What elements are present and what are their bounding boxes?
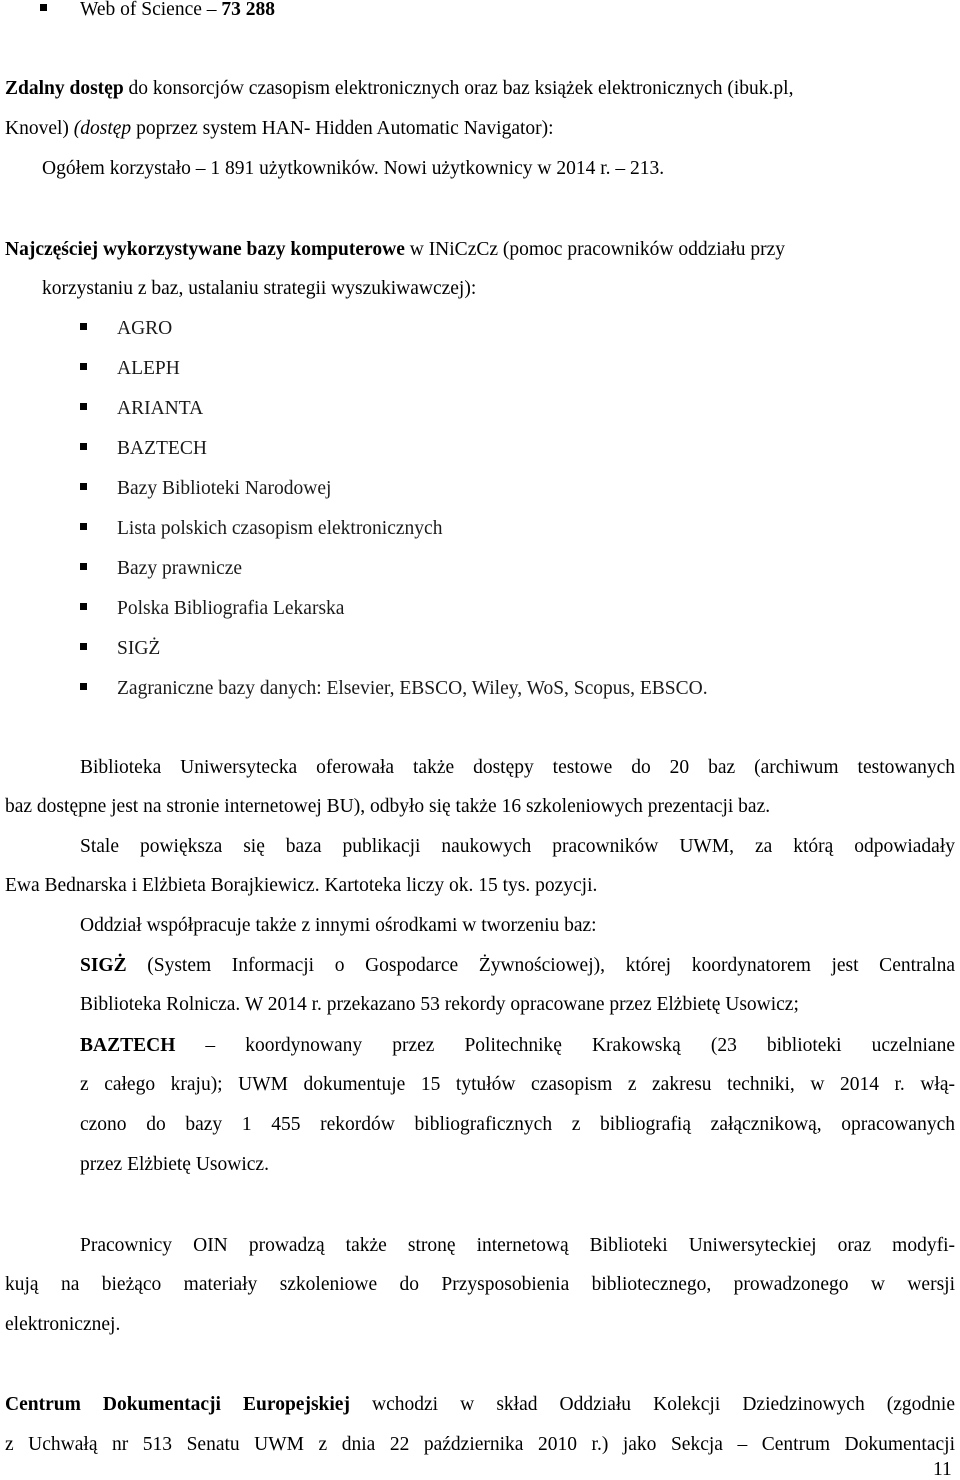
item-label: Web of Science (80, 0, 202, 20)
sigz-line-2: Biblioteka Rolnicza. W 2014 r. przekazano 53 rekordy opracowane przez Elżbietę Usowicz; (80, 994, 799, 1015)
p4-line-3: elektronicznej. (5, 1314, 121, 1335)
databases-lead: Najczęściej wykorzystywane bazy komputerowe (5, 239, 405, 260)
bullet-icon (80, 323, 87, 330)
web-of-science-item (80, 0, 275, 20)
bullet-icon (80, 483, 87, 490)
remote-line-3: Ogółem korzystało – 1 891 użytkowników. Nowi użytkownicy w 2014 r. – 213. (42, 158, 665, 179)
bullet-icon (80, 563, 87, 570)
p2-line-2: Ewa Bednarska i Elżbieta Borajkiewicz. Kartoteka liczy ok. 15 tys. pozycji. (5, 875, 598, 896)
p1-line-2: baz dostępne jest na stronie internetowej BU), odbyło się także 16 szkoleniowych prezentacji baz. (5, 796, 771, 817)
baztech-line-1: BAZTECH – koordynowany przez Politechnikę Krakowską (23 biblioteki uczelniane (80, 1035, 955, 1056)
database-list-item: Zagraniczne bazy danych: Elsevier, EBSCO, Wiley, WoS, Scopus, EBSCO. (117, 678, 708, 699)
p4-line-1: Pracownicy OIN prowadzą także stronę internetową Biblioteki Uniwersyteckiej oraz modyfi- (80, 1235, 955, 1256)
bullet-icon (80, 643, 87, 650)
database-list-item: AGRO (117, 318, 173, 339)
database-list-item: Bazy prawnicze (117, 558, 243, 579)
bullet-icon (80, 443, 87, 450)
database-list-item: SIGŻ (117, 638, 161, 659)
database-list-item: ARIANTA (117, 398, 204, 419)
remote-line-2: Knovel) (dostęp poprzez system HAN- Hidden Automatic Navigator): (5, 118, 554, 139)
database-list-item: Bazy Biblioteki Narodowej (117, 478, 332, 499)
databases-line-2: korzystaniu z baz, ustalaniu strategii wyszukiwawczej): (42, 278, 477, 299)
bullet-icon (80, 683, 87, 690)
item-dash: – (206, 0, 217, 20)
database-list-item: Lista polskich czasopism elektronicznych (117, 518, 443, 539)
cde-line-2: z Uchwałą nr 513 Senatu UWM z dnia 22 października 2010 r.) jako Sekcja – Centrum Dokumentacji (5, 1434, 955, 1455)
bullet-icon (80, 363, 87, 370)
p3-line-1: Oddział współpracuje także z innymi ośrodkami w tworzeniu baz: (80, 915, 597, 936)
baztech-line-2: z całego kraju); UWM dokumentuje 15 tytułów czasopism z zakresu techniki, w 2014 r. włą- (80, 1074, 955, 1095)
page-number: 11 (933, 1459, 952, 1480)
p4-line-2: kują na bieżąco materiały szkoleniowe do Przysposobienia bibliotecznego, prowadzonego w wersji (5, 1274, 955, 1295)
cde-line-1: Centrum Dokumentacji Europejskiej wchodzi w skład Oddziału Kolekcji Dziedzinowych (zgodnie (5, 1394, 955, 1415)
database-list-item: Polska Bibliografia Lekarska (117, 598, 345, 619)
sigz-lead: SIGŻ (80, 955, 127, 976)
p2-line-1: Stale powiększa się baza publikacji naukowych pracowników UWM, za którą odpowiadały (80, 836, 955, 857)
remote-line-1: Zdalny dostęp do konsorcjów czasopism elektronicznych oraz baz książek elektronicznych (ibuk.pl, (5, 78, 794, 99)
item-count: 73 288 (221, 0, 275, 20)
sigz-line-1: SIGŻ (System Informacji o Gospodarce Żywnościowej), której koordynatorem jest Centralna (80, 955, 955, 976)
databases-line-1: Najczęściej wykorzystywane bazy komputerowe w INiCzCz (pomoc pracowników oddziału przy (5, 239, 786, 260)
bullet-icon (40, 4, 47, 11)
p1-line-1: Biblioteka Uniwersytecka oferowała także dostępy testowe do 20 baz (archiwum testowanych (80, 757, 955, 778)
cde-lead: Centrum Dokumentacji Europejskiej (5, 1394, 350, 1415)
baztech-line-4: przez Elżbietę Usowicz. (80, 1154, 269, 1175)
bullet-icon (80, 523, 87, 530)
remote-lead: Zdalny dostęp (5, 78, 124, 99)
baztech-line-3: czono do bazy 1 455 rekordów bibliograficznych z bibliografią załącznikową, opracowanych (80, 1114, 955, 1135)
bullet-icon (80, 603, 87, 610)
baztech-lead: BAZTECH (80, 1035, 176, 1056)
bullet-icon (80, 403, 87, 410)
database-list-item: BAZTECH (117, 438, 207, 459)
database-list-item: ALEPH (117, 358, 180, 379)
